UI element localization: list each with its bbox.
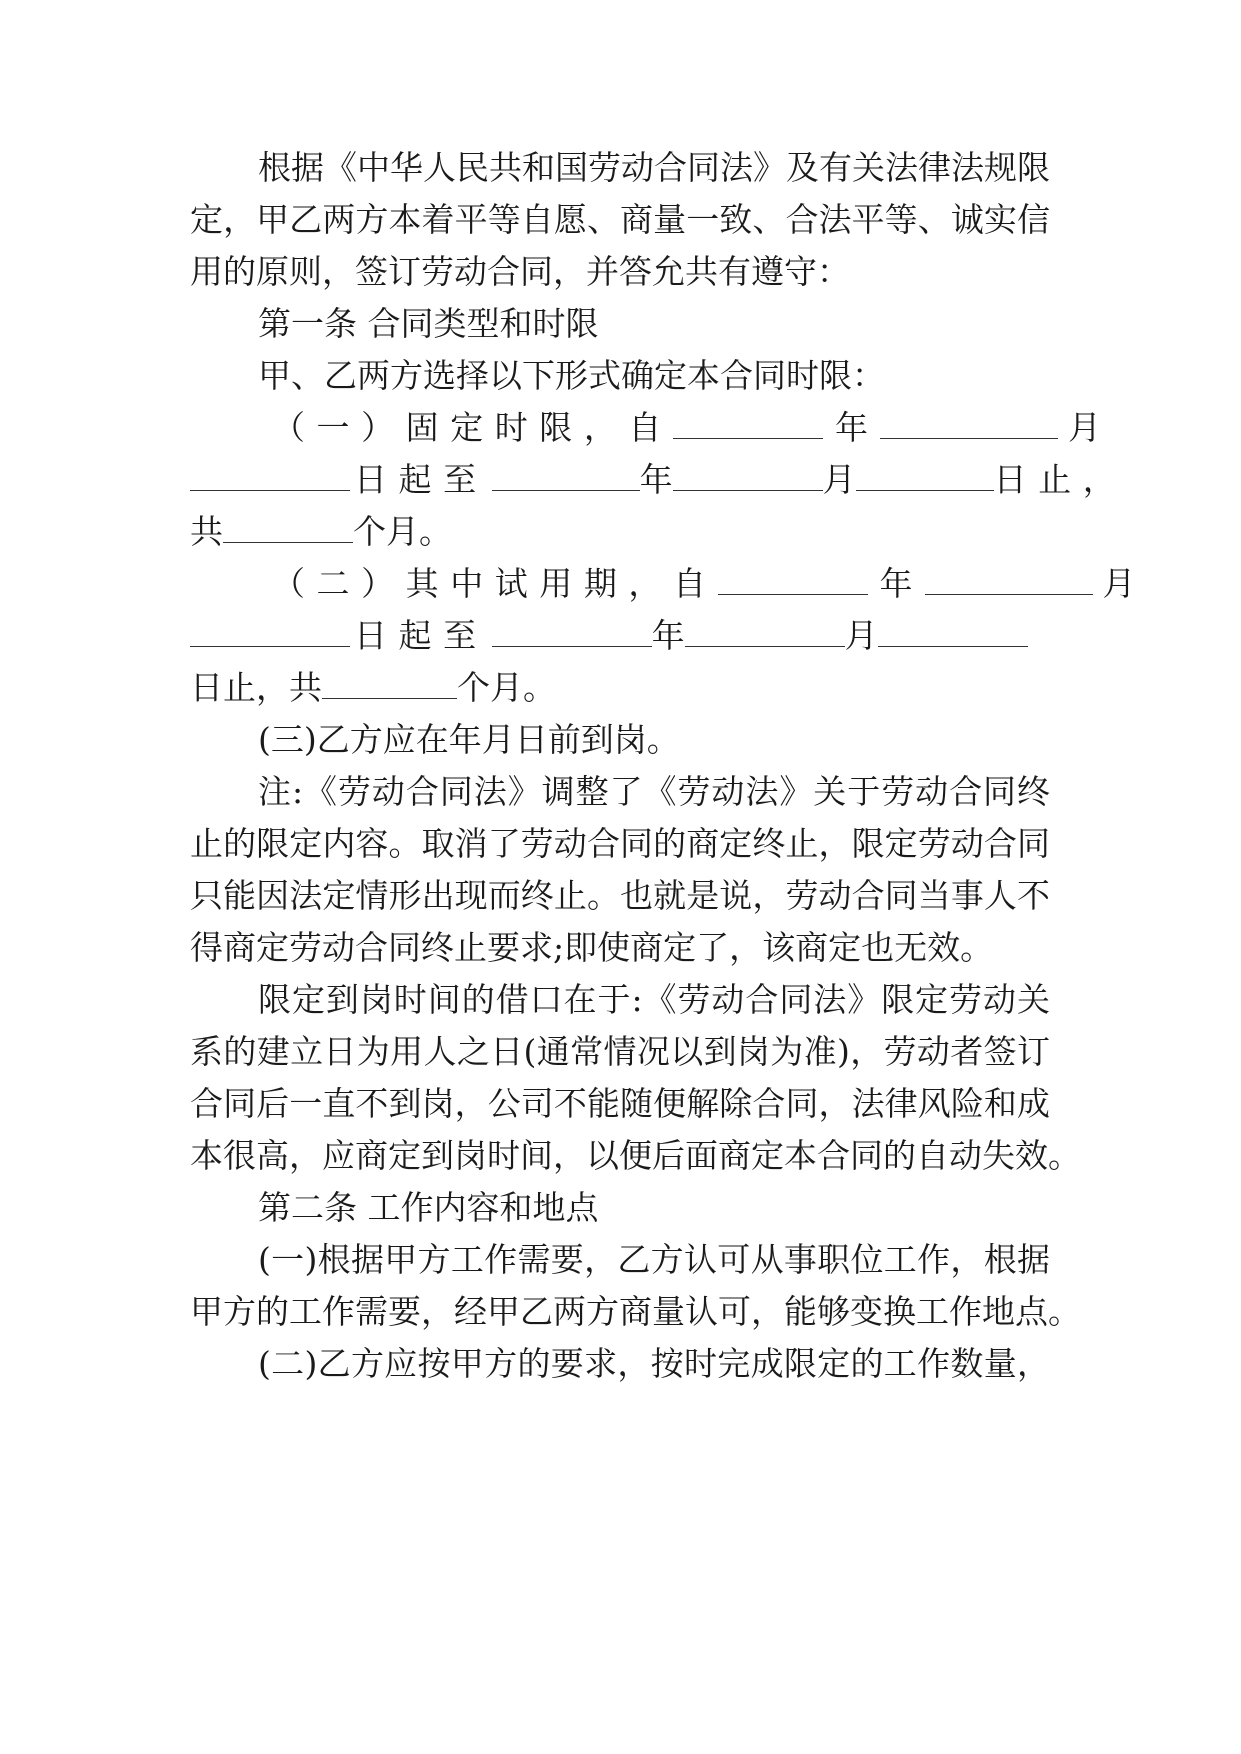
probation-start-day-blank[interactable] — [190, 616, 350, 647]
probation-line-2 — [190, 616, 1050, 656]
total-months-blank[interactable] — [223, 512, 353, 543]
intro-line-3: 用的原则，签订劳动合同，并答允共有遵守： — [190, 252, 850, 291]
from-label: 日起至 — [354, 616, 488, 655]
end-day-blank[interactable] — [856, 460, 994, 491]
term-fixed-line-3 — [190, 512, 1050, 552]
year-label: 年 — [651, 616, 685, 655]
reason-line-2: 系的建立日为用人之日(通常情况以到岗为准)，劳动者签订 — [190, 1032, 1050, 1071]
article-2-p1-line-2: 甲方的工作需要，经甲乙两方商量认可，能够变换工作地点。 — [190, 1292, 1081, 1331]
year-label: 年 — [879, 564, 913, 603]
term-fixed-line-2 — [190, 460, 1128, 500]
probation-line-3 — [190, 668, 1050, 708]
to-label: 日止，共 — [190, 668, 322, 707]
from-label: 日起至 — [354, 460, 488, 499]
months-label: 个月。 — [457, 668, 556, 707]
term-fixed-line-1 — [272, 408, 1101, 448]
note-line-4: 得商定劳动合同终止要求;即使商定了，该商定也无效。 — [190, 928, 994, 967]
months-label: 个月。 — [353, 512, 452, 551]
month-label: 月 — [1067, 408, 1101, 447]
month-label: 月 — [822, 460, 856, 499]
article-2-p1-line-1: (一)根据甲方工作需要，乙方认可从事职位工作，根据 — [258, 1240, 1050, 1279]
probation-prefix: （二）其中试用期，自 — [272, 564, 718, 603]
start-day-blank[interactable] — [190, 460, 350, 491]
probation-start-month-blank[interactable] — [925, 564, 1093, 595]
start-year-blank[interactable] — [673, 408, 823, 439]
year-label: 年 — [639, 460, 673, 499]
probation-line-1 — [272, 564, 1136, 604]
end-month-blank[interactable] — [673, 460, 823, 491]
article-1-title: 第一条 合同类型和时限 — [258, 304, 599, 343]
reason-line-1: 限定到岗时间的借口在于:《劳动合同法》限定劳动关 — [258, 980, 1050, 1019]
start-month-blank[interactable] — [880, 408, 1058, 439]
month-label: 月 — [1102, 564, 1136, 603]
reason-line-3: 合同后一直不到岗，公司不能随便解除合同，法律风险和成 — [190, 1084, 1050, 1123]
note-line-1: 注:《劳动合同法》调整了《劳动法》关于劳动合同终 — [258, 772, 1050, 811]
term-fixed-prefix: （一）固定时限，自 — [272, 408, 673, 447]
total-label: 共 — [190, 512, 223, 551]
note-line-2: 止的限定内容。取消了劳动合同的商定终止，限定劳动合同 — [190, 824, 1050, 863]
probation-end-month-blank[interactable] — [685, 616, 845, 647]
to-label: 日止， — [993, 460, 1128, 499]
article-1-item-3: (三)乙方应在年月日前到岗。 — [258, 720, 680, 759]
probation-end-year-blank[interactable] — [492, 616, 652, 647]
reason-line-4: 本很高，应商定到岗时间，以便后面商定本合同的自动失效。 — [190, 1136, 1081, 1175]
note-line-3: 只能因法定情形出现而终止。也就是说，劳动合同当事人不 — [190, 876, 1050, 915]
probation-start-year-blank[interactable] — [718, 564, 868, 595]
intro-line-1: 根据《中华人民共和国劳动合同法》及有关法律法规限 — [258, 148, 1050, 187]
article-2-title: 第二条 工作内容和地点 — [258, 1188, 599, 1227]
article-2-p2-line-1: (二)乙方应按甲方的要求，按时完成限定的工作数量， — [258, 1344, 1050, 1383]
year-label: 年 — [834, 408, 868, 447]
article-1-lead: 甲、乙两方选择以下形式确定本合同时限： — [258, 356, 885, 395]
probation-end-day-blank[interactable] — [878, 616, 1028, 647]
probation-total-months-blank[interactable] — [322, 668, 457, 699]
month-label: 月 — [844, 616, 878, 655]
intro-line-2: 定，甲乙两方本着平等自愿、商量一致、合法平等、诚实信 — [190, 200, 1050, 239]
end-year-blank[interactable] — [492, 460, 640, 491]
